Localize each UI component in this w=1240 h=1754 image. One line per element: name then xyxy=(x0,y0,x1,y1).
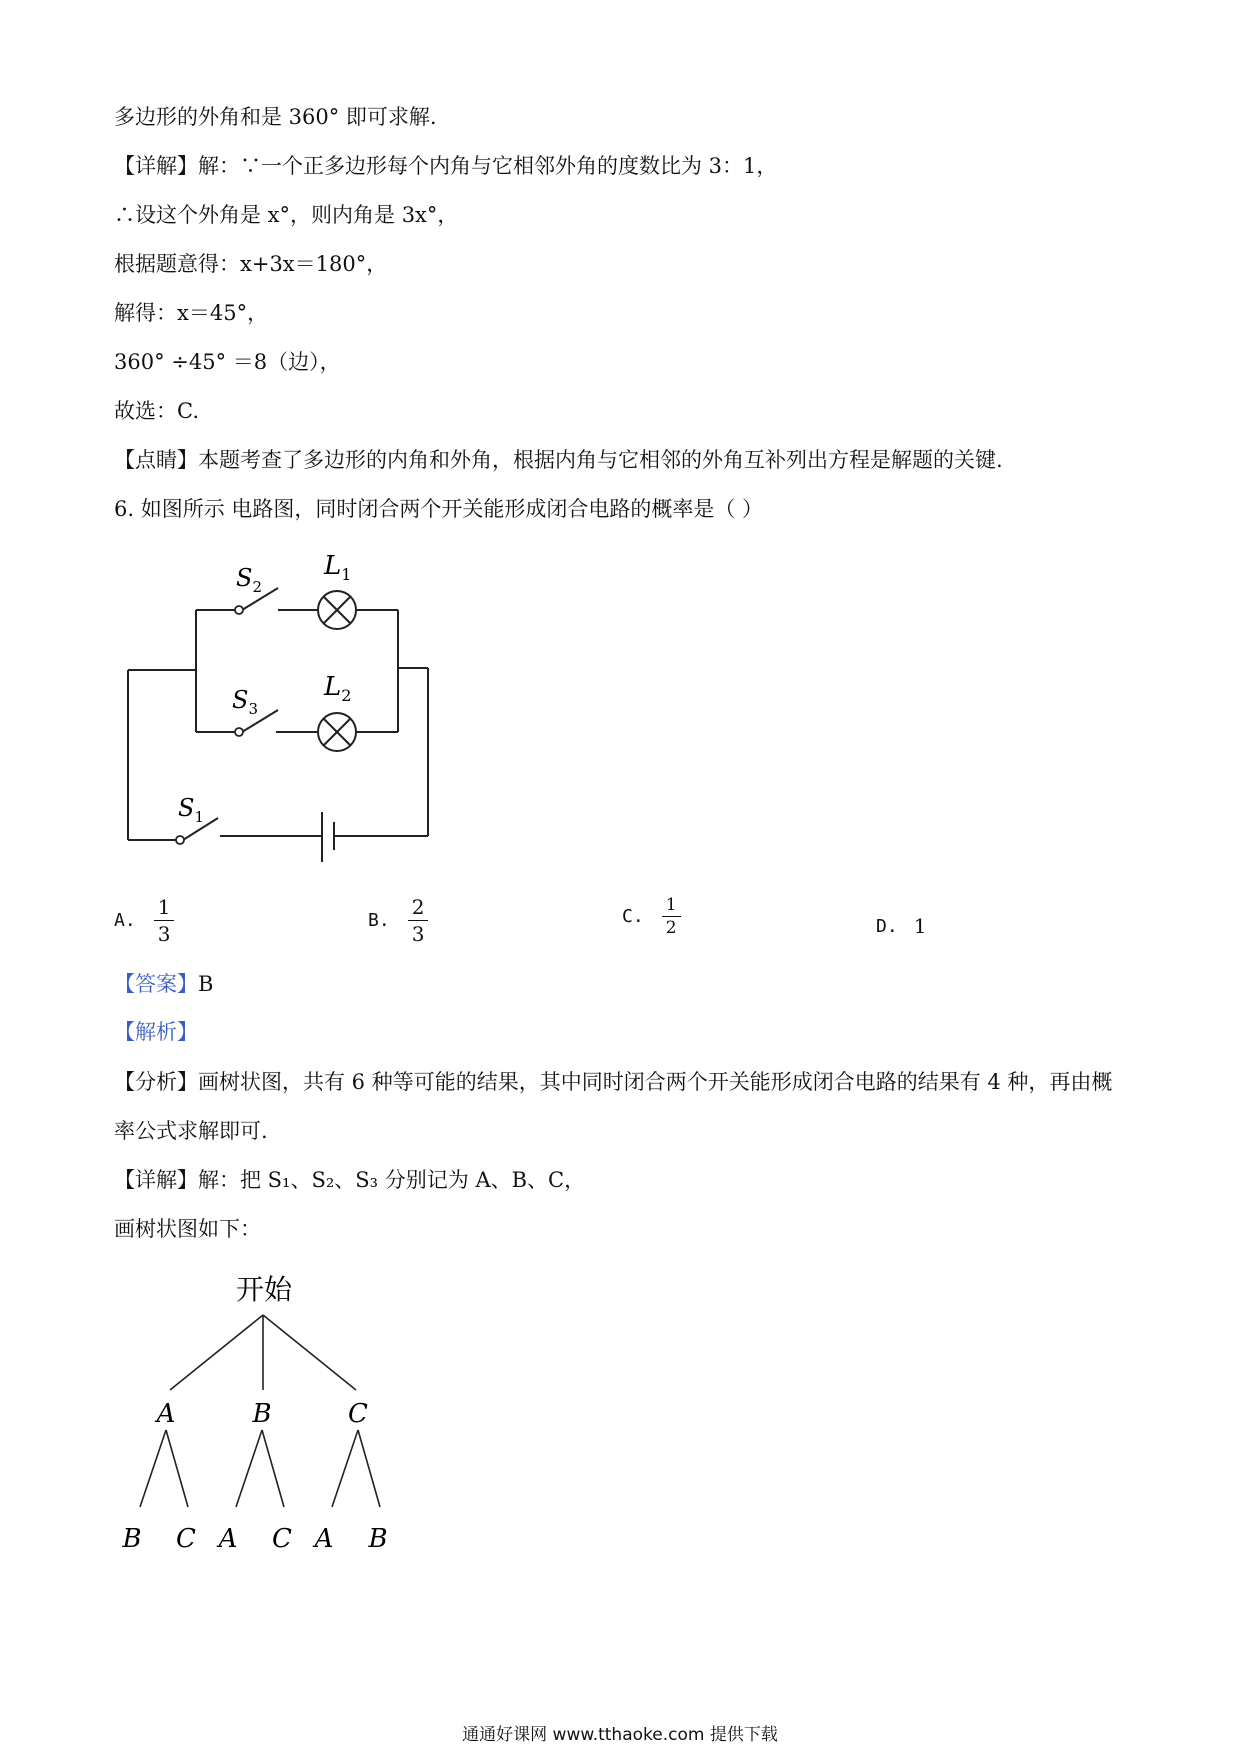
option-b-fraction: $\frac{2}{3}$ xyxy=(408,896,429,945)
tree-leaf: C xyxy=(272,1524,292,1554)
fenxi-line-1 xyxy=(114,1068,1112,1096)
analysis-line xyxy=(114,1018,198,1046)
tree-node-c: C xyxy=(348,1399,368,1429)
text-line-3: ∴设这个外角是 x°，则内角是 3x°， xyxy=(114,203,459,227)
circuit-diagram xyxy=(110,550,440,870)
analysis-tag: 【解析】 xyxy=(114,1020,198,1044)
fenxi-tag: 【分析】 xyxy=(114,1070,198,1094)
detail2-tag: 【详解】 xyxy=(114,1168,198,1192)
tree-leaf: A xyxy=(218,1524,238,1554)
label-l2: $L_2$ xyxy=(324,672,352,705)
tree-intro: 画树状图如下： xyxy=(114,1217,261,1241)
detail-tag: 【详解】 xyxy=(114,154,198,178)
question-6: 6. 如图所示 电路图，同时闭合两个开关能形成闭合电路的概率是（ ） xyxy=(114,497,764,521)
tree-root: 开始 xyxy=(235,1273,293,1306)
answer-tag: 【答案】 xyxy=(114,972,198,996)
detail2-line xyxy=(114,1166,585,1194)
comment-text: 本题考查了多边形的内角和外角，根据内角与它相邻的外角互补列出方程是解题的关键. xyxy=(198,448,1003,472)
label-s2: $S_2$ xyxy=(236,564,262,596)
option-b: B. $\frac{2}{3}$ xyxy=(368,896,428,945)
lamp-l2-icon xyxy=(318,713,356,751)
option-c: C. $\frac{1}{2}$ xyxy=(622,896,681,937)
text-line-4: 根据题意得：x+3x＝180°， xyxy=(114,252,388,276)
detail2-text: 解：把 S₁、S₂、S₃ 分别记为 A、B、C， xyxy=(198,1168,586,1192)
text-line-6: 360° ÷45° ＝8（边）， xyxy=(114,350,341,374)
detail-text: 解：∵一个正多边形每个内角与它相邻外角的度数比为 3：1， xyxy=(198,154,778,178)
option-d: D. 1 xyxy=(876,914,927,938)
label-s3: $S_3$ xyxy=(232,686,258,718)
answer-line xyxy=(114,970,213,998)
option-a: A. $\frac{1}{3}$ xyxy=(114,896,174,945)
text-line-1: 多边形的外角和是 360° 即可求解. xyxy=(114,105,437,129)
label-l1: $L_1$ xyxy=(324,551,352,584)
lamp-l1-icon xyxy=(318,591,356,629)
tree-node-b: B xyxy=(252,1399,272,1429)
fenxi-line-2: 率公式求解即可. xyxy=(114,1119,268,1143)
tree-node-a: A xyxy=(156,1399,176,1429)
tree-leaf: B xyxy=(122,1524,142,1554)
tree-diagram xyxy=(110,1265,430,1565)
option-c-fraction: $\frac{1}{2}$ xyxy=(662,896,681,937)
text-line-7: 故选：C. xyxy=(114,399,199,423)
label-s1: $S_1$ xyxy=(178,794,204,826)
tree-leaf: A xyxy=(314,1524,334,1554)
option-a-fraction: $\frac{1}{3}$ xyxy=(154,896,175,945)
comment-tag: 【点睛】 xyxy=(114,448,198,472)
text-line-5: 解得：x＝45°， xyxy=(114,301,269,325)
text-line-8 xyxy=(114,446,1003,474)
answer-value: B xyxy=(198,972,214,996)
footer-watermark: 通通好课网 www.tthaoke.com 提供下载 xyxy=(462,1725,778,1745)
text-line-2 xyxy=(114,152,777,180)
tree-leaf: B xyxy=(368,1524,388,1554)
tree-leaf: C xyxy=(176,1524,196,1554)
fenxi-text-1: 画树状图，共有 6 种等可能的结果，其中同时闭合两个开关能形成闭合电路的结果有 4 种，再由概 xyxy=(198,1070,1113,1094)
